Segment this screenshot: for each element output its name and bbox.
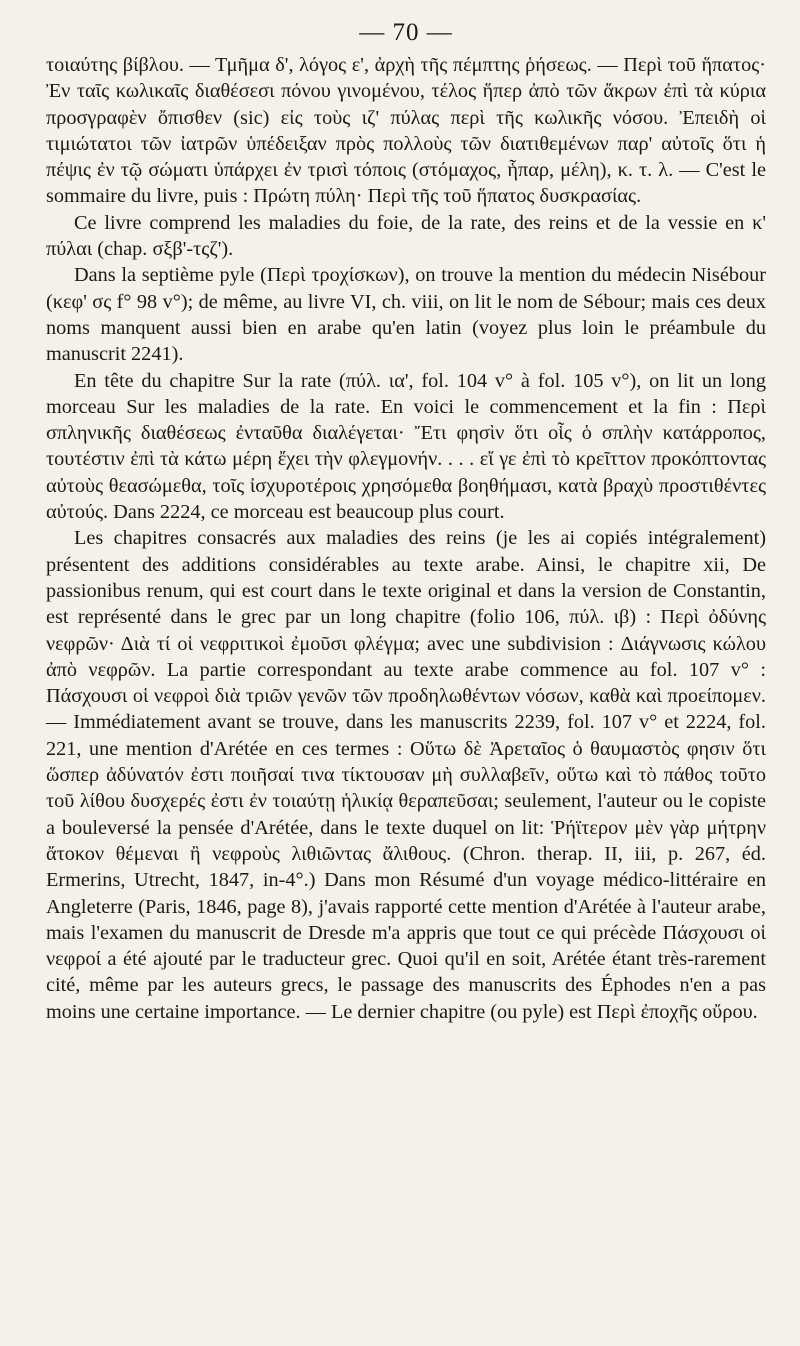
body-text [46, 52, 766, 1025]
paragraph-4: En tête du chapitre Sur la rate (πύλ. ια', fol. 104 v° à fol. 105 v°), on lit un long morceau Sur les maladies de la rate. En voici le commencement et la fin : Περὶ σπληνικῆς διαθέσεως ἐνταῦθα διαλέγεται· Ἔτι φησὶν ὅτι οἷς ὁ σπλὴν κατάρροπος, τουτέστιν ἐπὶ τὰ κάτω μέρη ἔχει τὴν φλεγμονήν. . . . εἴ γε ἐπὶ τὸ κρεῖττον προκόπτοντας αὐτοὺς θεασώμεθα, τοῖς ἰσχυροτέροις χρησόμεθα βοηθήμασι, κατὰ βραχὺ προστιθέντες αὐτούς. Dans 2224, ce morceau est beaucoup plus court. [46, 369, 766, 524]
paragraph-2: Ce livre comprend les maladies du foie, de la rate, des reins et de la vessie en κ' πύλαι (chap. σξβ'-τςζ'). [46, 211, 766, 261]
paragraph-1: τοιαύτης βίβλου. — Τμῆμα δ', λόγος ε', ἀρχὴ τῆς πέμπτης ῥήσεως. — Περὶ τοῦ ἥπατος· Ἐν ταῖς κωλικαῖς διαθέσεσι πόνου γινομένου, τέλος ἥπερ ἀπὸ τῶν ἄκρων ἐπὶ τὰ κύρια προσγραφὲν ὄπισθεν (sic) εἰς τοὺς ιζ' πύλας περὶ τῆς κωλικῆς νόσου. Ἐπειδὴ οἱ τιμιώτατοι τῶν ἰατρῶν ὑπέδειξαν πρὸς πολλοὺς τῶν διατιθεμένων παρ' αὐτοῖς ὅτι ἡ πέψις ἐν τῷ σώματι ὑπάρχει ἐν τρισὶ τόποις (στόμαχος, ἧπαρ, μέλη), κ. τ. λ. — C'est le sommaire du livre, puis : Πρώτη πύλη· Περὶ τῆς τοῦ ἥπατος δυσκρασίας. [46, 54, 766, 208]
page-number: — 70 — [359, 19, 453, 46]
paragraph-3: Dans la septième pyle (Περὶ τροχίσκων), on trouve la mention du médecin Nisébour (κεφ' σς f° 98 v°); de même, au livre VI, ch. viii, on lit le nom de Sébour; mais ces deux noms manquent aussi bien en arabe qu'en latin (voyez plus loin le préambule du manuscrit 2241). [46, 264, 766, 366]
paragraph-5: Les chapitres consacrés aux maladies des reins (je les ai copiés intégralement) présentent des additions considérables au texte arabe. Ainsi, le chapitre xii, De passionibus renum, qui est court dans le texte original et dans la version de Constantin, est représenté dans le grec par un long chapitre (folio 106, πύλ. ιβ) : Περὶ ὀδύνης νεφρῶν· Διὰ τί οἱ νεφριτικοὶ ἐμοῦσι φλέγμα; avec une subdivision : Διάγνωσις κώλου ἀπὸ νεφρῶν. La partie correspondant au texte arabe commence au fol. 107 v° : Πάσχουσι οἱ νεφροὶ διὰ τριῶν γενῶν τῶν προδηλωθέντων νόσων, καθὰ καὶ προείπομεν. — Immédiatement avant se trouve, dans les manuscrits 2239, fol. 107 v° et 2224, fol. 221, une mention d'Arétée en ces termes : Οὕτω δὲ Ἀρεταῖος ὁ θαυμαστὸς φησιν ὅτι ὥσπερ ἀδύνατόν ἐστι ποιῆσαί τινα τίκτουσαν μὴ συλλαβεῖν, οὕτω καὶ τὸ πάθος τοῦτο τοῦ λίθου δυσχερές ἐστι ἐν τοιαύτῃ ἡλικίᾳ θεραπεῦσαι; seulement, l'auteur ou le copiste a bouleversé la pensée d'Arétée, dans le texte duquel on lit: Ῥήϊτερον μὲν γὰρ μήτρην ἄτοκον θέμεναι ἢ νεφροὺς λιθιῶντας ἄλιθους. (Chron. therap. II, iii, p. 267, éd. Ermerins, Utrecht, 1847, in-4°.) Dans mon Résumé d'un voyage médico-littéraire en Angleterre (Paris, 1846, page 8), j'avais rapporté cette mention d'Arétée à l'auteur arabe, mais l'examen du manuscrit de Dresde m'a appris que tout ce qui précède Πάσχουσι οἱ νεφροί a été ajouté par le traducteur grec. Quoi qu'il en soit, Arétée étant très-rarement cité, même par les auteurs grecs, le passage des manuscrits des Éphodes n'en a pas moins une certaine importance. — Le dernier chapitre (ou pyle) est Περὶ ἐποχῆς οὔρου. [46, 527, 766, 1023]
